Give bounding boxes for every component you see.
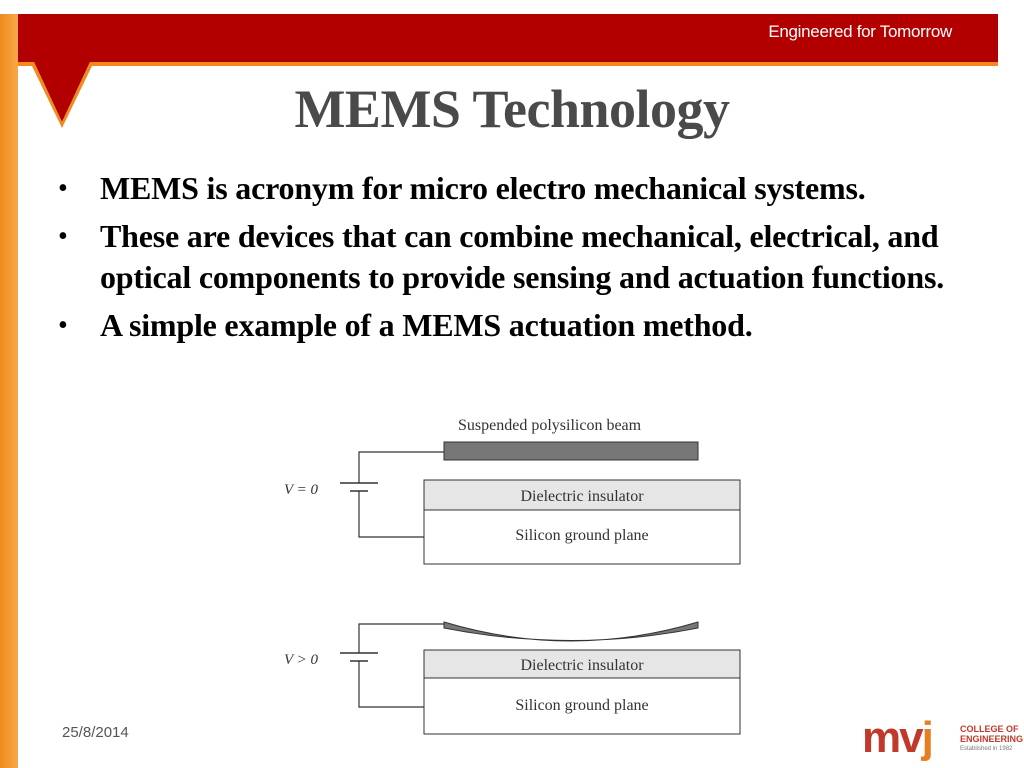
bullet-item	[58, 168, 958, 209]
bottom-ground-label: Silicon ground plane	[515, 697, 649, 714]
logo-line1: COLLEGE OF	[960, 724, 1019, 734]
top-voltage-label: V = 0	[284, 482, 319, 498]
top-ground-label: Silicon ground plane	[515, 527, 649, 544]
bottom-voltage-label: V > 0	[284, 652, 319, 668]
bullet-text: MEMS is acronym for micro electro mechanical systems.	[100, 170, 866, 206]
logo-line2: ENGINEERING	[960, 734, 1024, 744]
polysilicon-beam	[444, 442, 698, 460]
bullet-item	[58, 305, 958, 346]
bullet-list	[58, 168, 958, 353]
mems-actuation-diagram	[270, 405, 750, 745]
bullet-text: These are devices that can combine mechanical, electrical, and optical components to provide sensing and actuation functions.	[100, 218, 945, 295]
deflected-beam	[444, 622, 698, 641]
header-tagline: Engineered for Tomorrow	[768, 22, 952, 41]
bullet-item	[58, 216, 958, 298]
logo-text	[960, 724, 1023, 754]
beam-label: Suspended polysilicon beam	[458, 417, 642, 434]
bottom-wire	[359, 624, 444, 653]
bullet-dot-icon: •	[58, 173, 68, 204]
bullet-dot-icon: •	[58, 310, 68, 341]
slide-date: 25/8/2014	[62, 724, 129, 741]
slide-title: MEMS Technology	[294, 79, 730, 139]
bullet-text: A simple example of a MEMS actuation method.	[100, 307, 753, 343]
top-wire	[359, 452, 444, 483]
bullet-dot-icon: •	[58, 221, 68, 252]
bottom-insulator-label: Dielectric insulator	[520, 657, 644, 674]
top-wire-ground	[359, 491, 424, 537]
logo-established: Established in 1982	[960, 746, 1013, 752]
college-logo	[862, 714, 1022, 768]
logo-mark: mvj	[862, 713, 932, 762]
bottom-wire-ground	[359, 661, 424, 707]
top-insulator-label: Dielectric insulator	[520, 488, 644, 505]
